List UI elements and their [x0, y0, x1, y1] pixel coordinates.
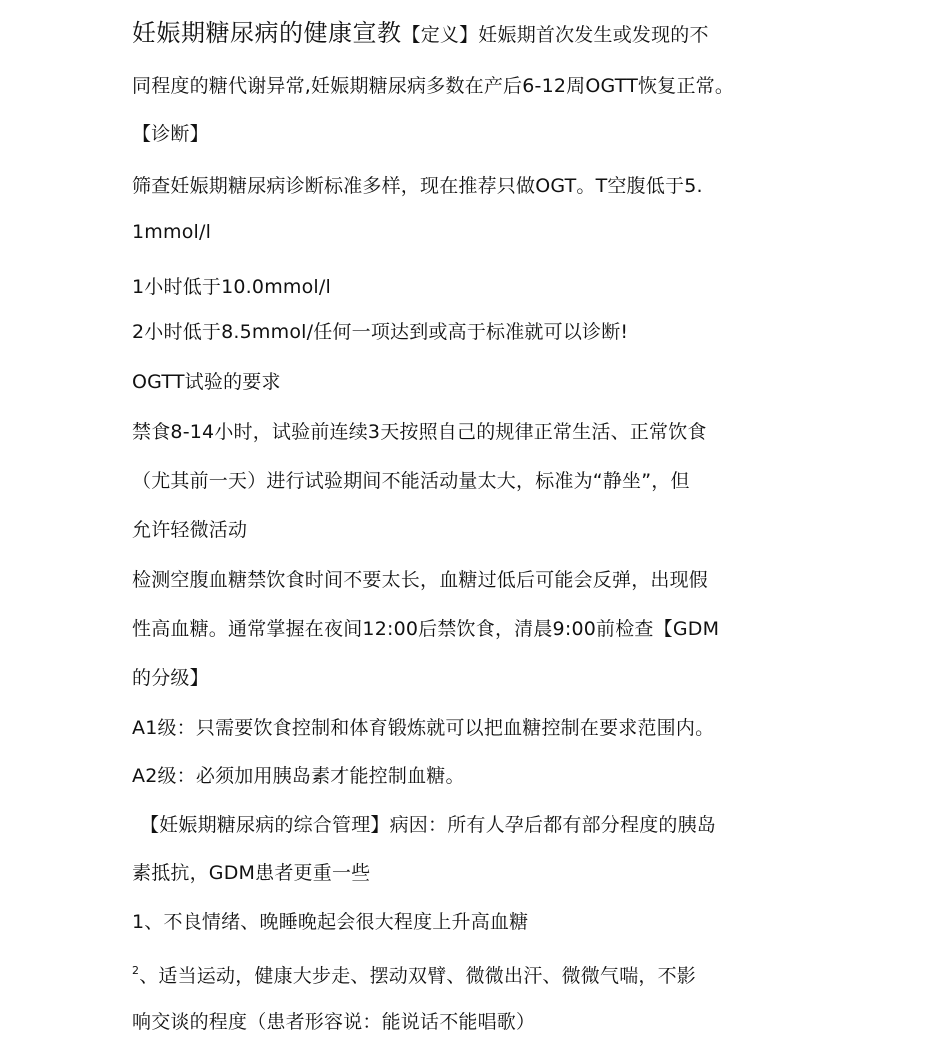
management-heading: 【妊娠期糖尿病的综合管理】病因：所有人孕后都有部分程度的胰岛	[140, 814, 717, 836]
two-hour-value: 2小时低于8.5mmol/任何一项达到或高于标准就可以诊断!	[132, 321, 629, 343]
gdm-grade-heading: 的分级】	[132, 667, 209, 689]
definition-start: 【定义】妊娠期首次发生或发现的不	[401, 24, 709, 46]
ogtt-text-2: （尤其前一天）进行试验期间不能活动量太大，标准为“静坐”，但	[132, 470, 690, 492]
item-2-continued: 响交谈的程度（患者形容说：能说话不能唱歌）	[132, 1011, 536, 1033]
grade-a2: A2级：必须加用胰岛素才能控制血糖。	[132, 765, 465, 787]
fasting-text-1: 检测空腹血糖禁饮食时间不要太长，血糖过低后可能会反弹，出现假	[132, 569, 709, 591]
screening-text: 筛查妊娠期糖尿病诊断标准多样，现在推荐只做OGT。T空腹低于5.	[132, 175, 703, 197]
ogtt-text-1: 禁食8-14小时，试验前连续3天按照自己的规律正常生活、正常饮食	[132, 421, 707, 443]
title-line	[132, 21, 709, 47]
item-1: 1、不良情绪、晚睡晚起会很大程度上升高血糖	[132, 911, 529, 933]
item-2-text: 、适当运动，健康大步走、摆动双臂、微微出汗、微微气喘，不影	[139, 965, 697, 987]
diagnosis-heading: 【诊断】	[132, 123, 209, 145]
fasting-value: 1mmol/l	[132, 221, 212, 243]
ogtt-text-3: 允许轻微活动	[132, 519, 248, 541]
doc-title: 妊娠期糖尿病的健康宣教	[132, 19, 402, 47]
grade-a1: A1级：只需要饮食控制和体育锻炼就可以把血糖控制在要求范围内。	[132, 717, 715, 739]
one-hour-value: 1小时低于10.0mmol/l	[132, 276, 331, 298]
item-2	[132, 959, 696, 988]
item-2-number: 2	[132, 964, 140, 977]
fasting-text-2: 性高血糖。通常掌握在夜间12:00后禁饮食，清晨9:00前检查【GDM	[132, 618, 720, 640]
management-text: 素抵抗，GDM患者更重一些	[132, 862, 371, 884]
ogtt-requirements-heading: OGTT试验的要求	[132, 371, 281, 393]
definition-continued: 同程度的糖代谢异常,妊娠期糖尿病多数在产后6-12周OGTT恢复正常。	[132, 75, 735, 97]
